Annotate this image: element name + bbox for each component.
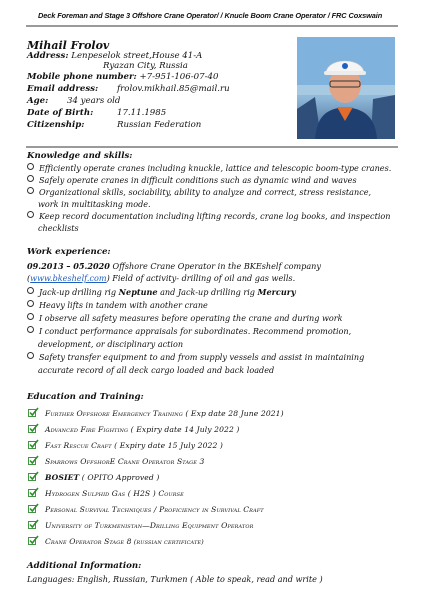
- person-name: Mihail Frolov: [27, 39, 110, 52]
- email-label: Email address:: [27, 84, 99, 94]
- work-item: I conduct performance appraisals for subordinates. Recommend promotion,: [27, 326, 351, 336]
- citizenship-label: Citizenship:: [27, 120, 85, 130]
- checkmark-icon: [28, 439, 39, 449]
- address-label: Address:: [27, 51, 69, 61]
- skills-section-title: Knowledge and skills:: [27, 151, 133, 161]
- work-item: Safety transfer equipment to and from supply vessels and assist in maintaining: [27, 352, 364, 362]
- checkmark-icon: [28, 519, 39, 529]
- dob-value: 17.11.1985: [117, 108, 167, 118]
- checkmark-icon: [28, 487, 39, 497]
- age-value: 34 years old: [67, 96, 121, 106]
- skill-item: Keep record documentation including lifting records, crane log books, and inspection: [27, 211, 391, 221]
- checkmark-icon: [28, 455, 39, 465]
- age-label: Age:: [27, 96, 49, 106]
- training-item: Sparrows OffshorE Crane Operator Stage 3: [45, 457, 205, 466]
- work-item-continued: accurate record of all deck cargo loaded and back loaded: [38, 365, 275, 375]
- education-section-title: Education and Training:: [27, 392, 144, 402]
- phone-label: Mobile phone number:: [27, 72, 137, 82]
- address-row: [27, 51, 202, 61]
- work-section-title: Work experience:: [27, 247, 111, 257]
- training-item: Advanced Fire Fighting ( Expiry date 14 July 2022 ): [45, 425, 240, 434]
- address-line2: Ryazan City, Russia: [103, 61, 188, 71]
- training-item: Personal Survival Techniques / Proficiency in Survival Craft: [45, 505, 264, 514]
- phone-value: +7-951-106-07-40: [139, 72, 219, 82]
- phone-row: [27, 72, 218, 82]
- email-row: [27, 84, 98, 94]
- checkmark-icon: [28, 407, 39, 417]
- skill-item-continued: checklists: [38, 223, 79, 233]
- training-item: Hydrogen Sulphid Gas ( H2S ) Course: [45, 489, 184, 498]
- dob-label: Date of Birth:: [27, 108, 94, 118]
- profile-photo: [297, 37, 395, 139]
- work-item: Heavy lifts in tandem with another crane: [27, 300, 208, 310]
- work-item: I observe all safety measures before operating the crane and during work: [27, 313, 343, 323]
- work-item: Jack-up drilling rig Neptune and Jack-up drilling rig Mercury: [27, 287, 296, 297]
- work-period-row: [27, 261, 321, 271]
- checkmark-icon: [28, 535, 39, 545]
- skill-item-continued: work in multitasking mode.: [38, 199, 151, 209]
- training-item: BOSIET ( OPITO Approved ): [45, 473, 160, 482]
- additional-section-title: Additional Information:: [27, 561, 142, 571]
- work-item-continued: development, or disciplinary action: [38, 339, 184, 349]
- training-item: Crane Operator Stage 8 (russian certificate): [45, 537, 204, 546]
- address-line1: Lenpeselok street,House 41-A: [71, 51, 203, 61]
- checkmark-icon: [28, 503, 39, 513]
- training-item: Fast Rescue Craft ( Expiry date 15 July 2022 ): [45, 441, 223, 450]
- checkmark-icon: [28, 423, 39, 433]
- training-item: University of Turkmenistan—Drilling Equipment Operator: [45, 521, 254, 530]
- rig-name-mercury: Mercury: [257, 287, 296, 297]
- company-row: (www.bkeshelf.com) Field of activity- drilling of oil and gas wells.: [27, 273, 296, 283]
- field-of-activity: ) Field of activity- drilling of oil and gas wells.: [106, 273, 296, 283]
- skill-item: Safely operate cranes in difficult conditions such as dynamic wind and waves: [27, 175, 357, 185]
- training-item: Further Offshore Emergency Training ( Exp date 28 June 2021): [45, 409, 284, 418]
- work-period: 09.2013 – 05.2020: [27, 261, 110, 271]
- profile-divider: [26, 146, 398, 148]
- header-divider: [26, 25, 398, 27]
- languages-text: Languages: English, Russian, Turkmen ( Able to speak, read and write ): [27, 574, 323, 584]
- citizenship-value: Russian Federation: [117, 120, 202, 130]
- document-header-title: Deck Foreman and Stage 3 Offshore Crane Operator/ / Knucle Boom Crane Operator / FRC Coxswain: [38, 11, 383, 20]
- work-role: Offshore Crane Operator in the BKEshelf company: [109, 261, 321, 271]
- skill-item: Efficiently operate cranes including knuckle, lattice and telescopic boom-type cranes.: [27, 163, 391, 173]
- rig-name-neptune: Neptune: [118, 287, 158, 297]
- company-website-link[interactable]: www.bkeshelf.com: [30, 273, 107, 283]
- checkmark-icon: [28, 471, 39, 481]
- email-value: frolov.mikhail.85@mail.ru: [117, 84, 230, 94]
- skill-item: Organizational skills, sociability, ability to analyze and correct, stress resistance,: [27, 187, 371, 197]
